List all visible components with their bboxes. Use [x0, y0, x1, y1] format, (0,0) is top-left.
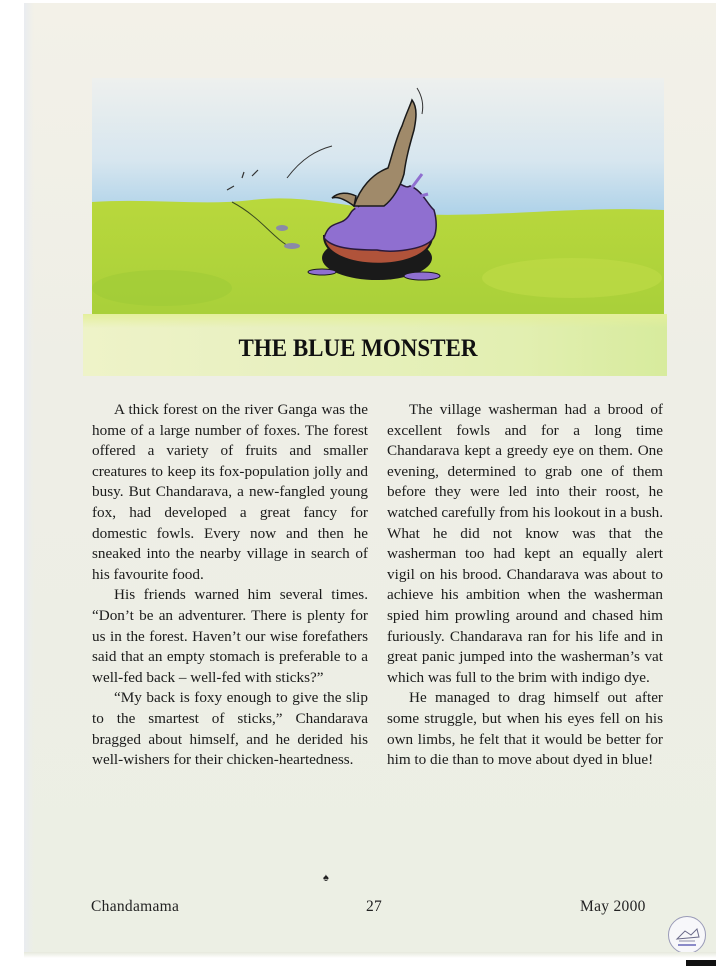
- footer-magazine-name: Chandamama: [91, 898, 180, 915]
- footer-page-number: 27: [366, 898, 383, 915]
- end-of-story-spade-icon: ♠: [323, 872, 329, 884]
- page-bottom-edge: [24, 952, 716, 958]
- story-illustration: [92, 78, 664, 314]
- paragraph: A thick forest on the river Ganga was the home of a large number of foxes. The forest offered a variety of fruits and smaller creatures to keep its fox-population jolly and busy. But Chandarava, a new-fangled young fox, had developed a great fancy for domestic fowls. Every now and then he sneaked into the nearby village in search of his favourite food.: [92, 401, 368, 583]
- scan-edge-mark: [686, 960, 716, 966]
- story-column-right: [387, 400, 663, 771]
- story-title: THE BLUE MONSTER: [238, 335, 478, 362]
- paragraph: The village washerman had a brood of excellent fowls and for a long time Chandarava kept a greedy eye on them. One evening, determined to grab one of them before they were led into their roost, he watched carefully from his lookout in a bush. What he did not know was that the washerman too had kept an equally alert vigil on his brood. Chandarava was about to achieve his ambition when the washerman spied him prowling around and chased him furiously. Chandarava ran for his life and in great panic jumped into the washerman’s vat which was full to the brim with indigo dye.: [387, 401, 663, 686]
- page-edge-shadow: [24, 3, 34, 955]
- scanner-logo-stamp-icon: [668, 916, 706, 954]
- story-column-left: [92, 400, 368, 771]
- footer-issue-date: May 2000: [580, 898, 646, 915]
- paragraph: He managed to drag himself out after some struggle, but when his eyes fell on his own limbs, he felt that it would be better for him to die than to move about dyed in blue!: [387, 689, 663, 769]
- fox-in-vat-illustration-icon: [92, 78, 664, 314]
- paragraph: “My back is foxy enough to give the slip to the smartest of sticks,” Chandarava bragged about himself, and he derided his well-wishers for their chicken-heartedness.: [92, 689, 368, 769]
- paragraph: His friends warned him several times. “Don’t be an adventurer. There is plenty for us in the forest. Haven’t our wise forefathers said that an empty stomach is preferable to a well-fed back – well-fed with sticks?”: [92, 586, 368, 686]
